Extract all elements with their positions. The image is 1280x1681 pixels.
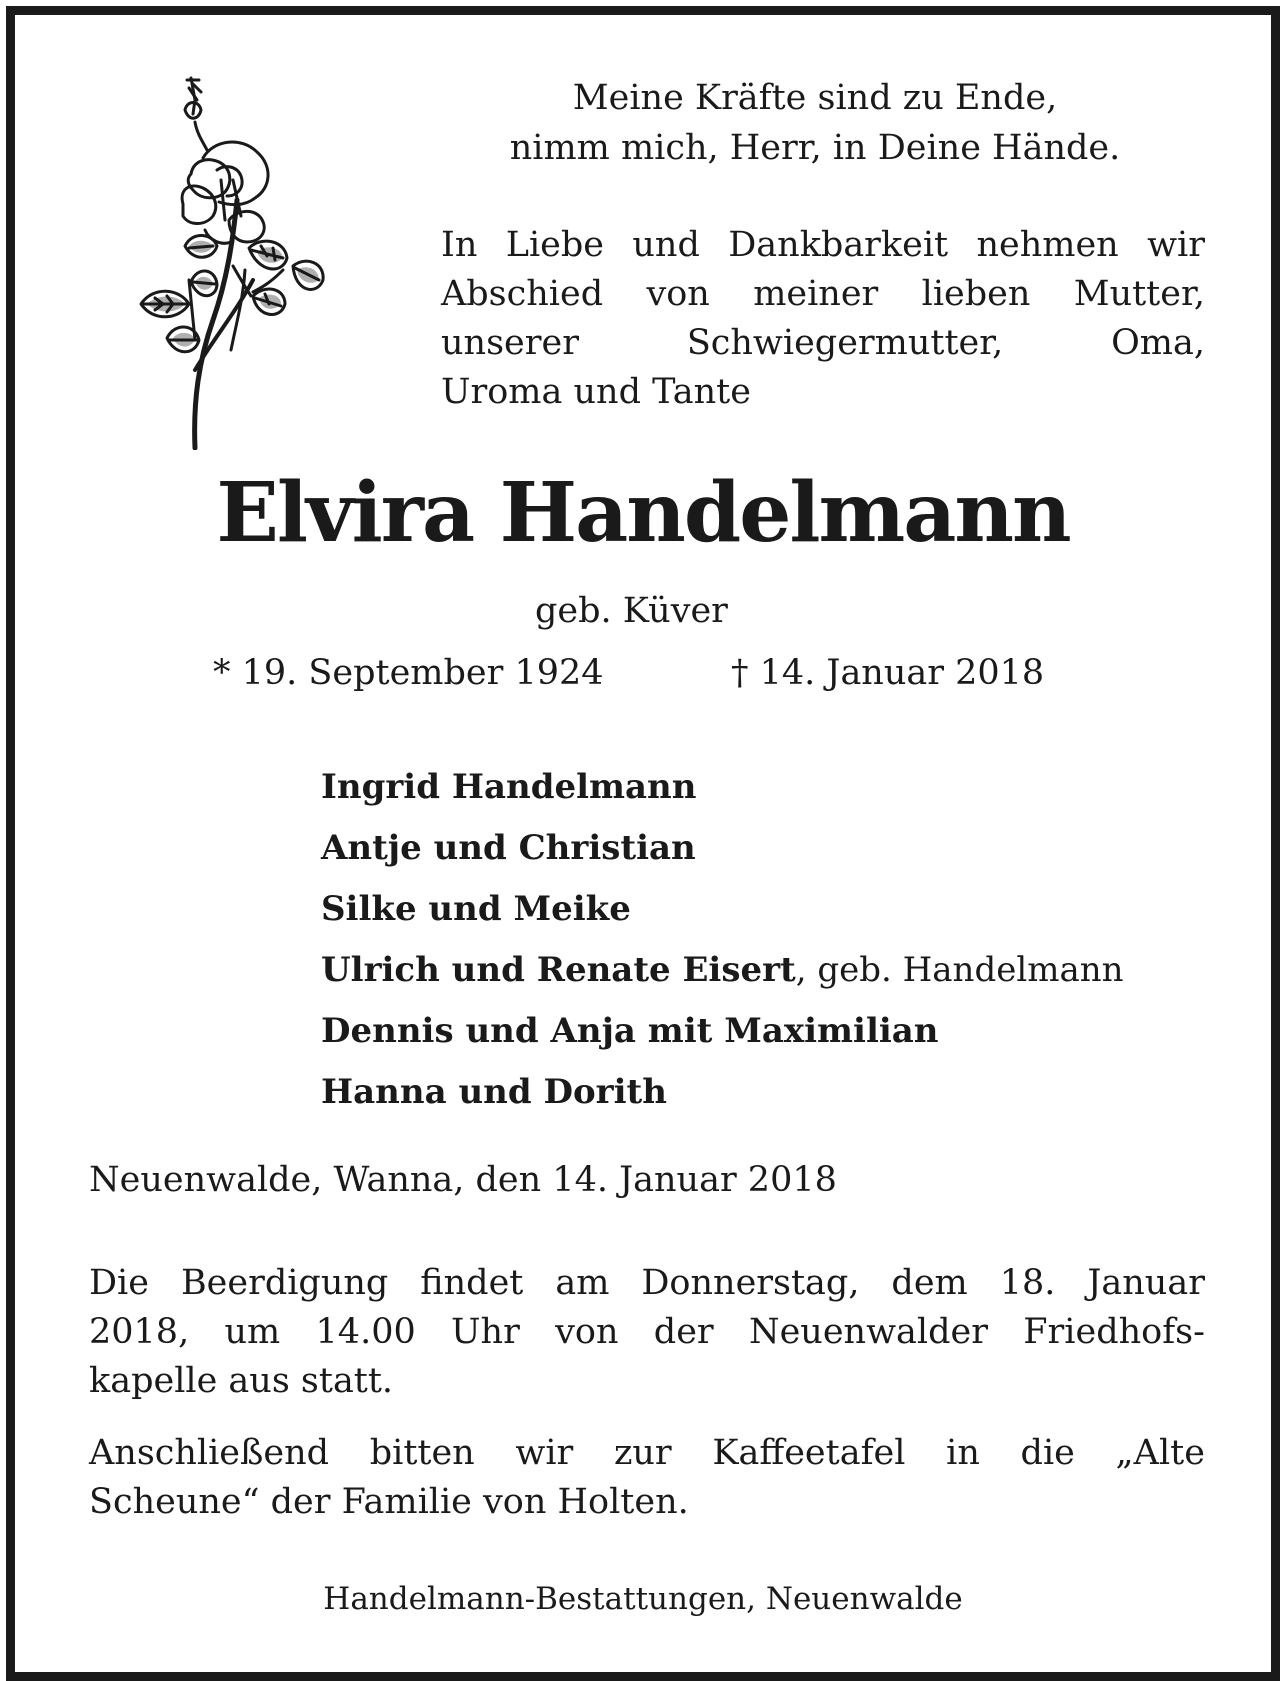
funeral-line: kapelle aus statt. [89,1361,394,1401]
word: um [224,1312,281,1352]
mourner-name: Dennis und Anja mit Maximilian [321,1011,939,1051]
mourner-name: Ulrich und Renate Eisert [321,950,796,990]
word: von [555,1312,619,1352]
birth-date: * 19. September 1924 [213,653,604,693]
funeral-line [89,1259,1205,1308]
word: zur [613,1433,672,1473]
word: Donnerstag, [641,1263,860,1303]
death-date: † 14. Januar 2018 [731,653,1045,693]
word: Kaffeetafel [712,1433,906,1473]
farewell-line [441,270,1205,319]
word: nehmen [976,225,1119,265]
maiden-name: geb. Küver [535,591,728,631]
mourner [321,1062,1124,1123]
farewell-line [441,221,1205,270]
word: In [441,225,478,265]
word: 2018, [89,1312,190,1352]
mourner [321,1001,1124,1062]
funeral-line [89,1308,1205,1357]
coffee-invitation [89,1429,1205,1527]
poem-line: nimm mich, Herr, in Deine Hände. [509,128,1121,168]
mourner-name: Hanna und Dorith [321,1072,667,1112]
obituary-notice [6,6,1280,1681]
word: „Alte [1115,1433,1205,1473]
rose-icon [133,70,333,450]
word: Mutter, [1073,274,1205,314]
word: bitten [369,1433,475,1473]
word: und [632,225,700,265]
word: wir [515,1433,574,1473]
word: Dankbarkeit [728,225,949,265]
word: wir [1147,225,1205,265]
word: Januar [1087,1263,1205,1303]
word: lieben [921,274,1031,314]
word: meiner [753,274,879,314]
mourner [321,940,1124,1001]
farewell-line: Uroma und Tante [441,372,751,412]
word: in [946,1433,980,1473]
word: Oma, [1111,323,1205,363]
farewell-text [441,221,1205,417]
mourner [321,879,1124,940]
word: Beerdigung [180,1263,389,1303]
farewell-line [441,319,1205,368]
word: dem [891,1263,968,1303]
word: Abschied [441,274,604,314]
mourners-list [321,757,1124,1123]
mourner-suffix: , geb. Handelmann [795,950,1124,990]
poem [455,73,1175,173]
word: Schwiegermutter, [686,323,1004,363]
word: der [653,1312,714,1352]
word: findet [420,1263,524,1303]
word: Anschließend [89,1433,330,1473]
mourner [321,818,1124,879]
mourner [321,757,1124,818]
word: von [646,274,710,314]
word: am [555,1263,610,1303]
word: unserer [441,323,579,363]
mourner-name: Ingrid Handelmann [321,767,697,807]
word: Die [89,1263,149,1303]
word: Uhr [451,1312,520,1352]
word: Friedhofs- [1023,1312,1205,1352]
undertaker: Handelmann-Bestattungen, Neuenwalde [323,1581,963,1617]
coffee-line [89,1429,1205,1478]
place-date: Neuenwalde, Wanna, den 14. Januar 2018 [89,1160,837,1200]
funeral-info [89,1259,1205,1406]
mourner-name: Silke und Meike [321,889,631,929]
word: Neuenwalder [748,1312,988,1352]
word: die [1020,1433,1075,1473]
word: 18. [999,1263,1056,1303]
mourner-name: Antje und Christian [321,828,696,868]
word: Liebe [505,225,605,265]
poem-line: Meine Kräfte sind zu Ende, [572,78,1058,118]
deceased-name: Elvira Handelmann [216,465,1070,561]
coffee-line: Scheune“ der Familie von Holten. [89,1482,689,1522]
word: 14.00 [315,1312,416,1352]
